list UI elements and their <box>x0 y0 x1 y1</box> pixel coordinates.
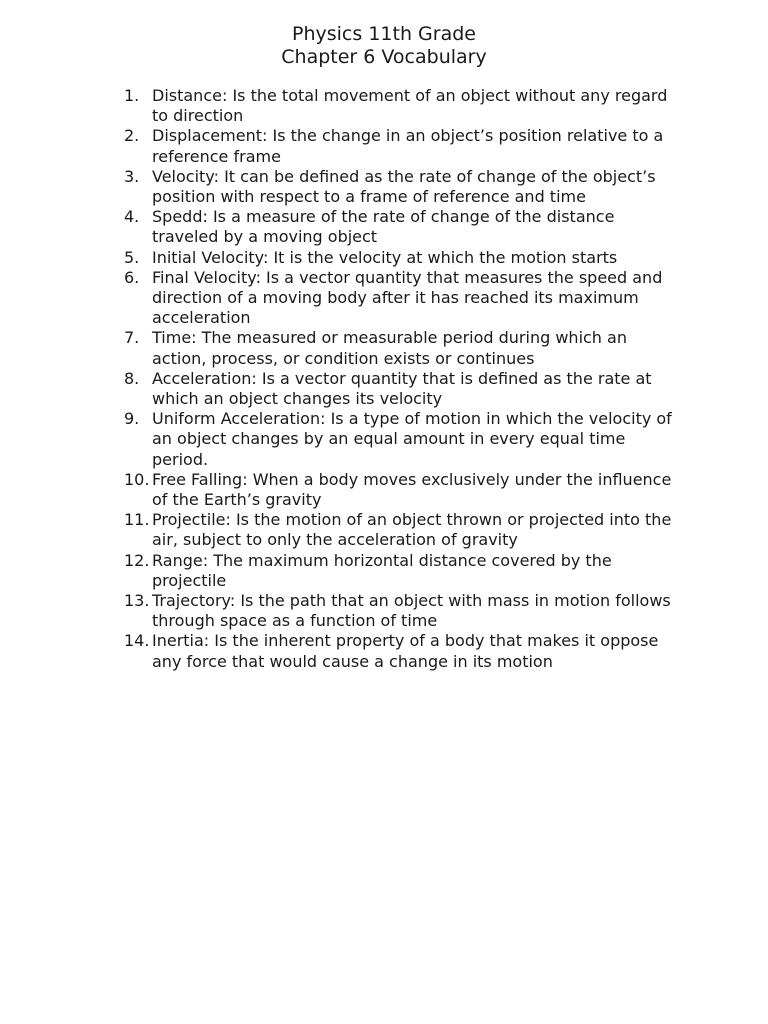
list-item <box>124 86 684 126</box>
item-number: 11. <box>124 510 150 530</box>
list-item <box>124 248 684 268</box>
list-item <box>124 409 684 470</box>
list-item <box>124 268 684 329</box>
item-text: Distance: Is the total movement of an object without any regard to direction <box>152 86 668 126</box>
list-item <box>124 591 684 631</box>
list-item <box>124 631 684 671</box>
item-text: Initial Velocity: It is the velocity at which the motion starts <box>152 247 618 267</box>
item-number: 8. <box>124 368 140 388</box>
item-text: Acceleration: Is a vector quantity that is defined as the rate at which an object changes its velocity <box>152 368 652 409</box>
item-number: 6. <box>124 267 140 287</box>
item-number: 7. <box>124 328 140 348</box>
vocabulary-list <box>124 86 684 672</box>
item-text: Projectile: Is the motion of an object thrown or projected into the air, subject to only the acceleration of gravity <box>152 510 672 550</box>
item-text: Final Velocity: Is a vector quantity that measures the speed and direction of a moving body after it has reached its maximum acceleration <box>152 267 663 328</box>
item-number: 13. <box>124 591 150 611</box>
list-item <box>124 207 684 247</box>
document-subtitle: Chapter 6 Vocabulary <box>281 46 487 68</box>
item-text: Trajectory: Is the path that an object with mass in motion follows through space as a function of time <box>152 591 671 631</box>
item-number: 9. <box>124 409 140 429</box>
item-text: Free Falling: When a body moves exclusively under the influence of the Earth’s gravity <box>152 469 672 510</box>
document-title: Physics 11th Grade <box>292 23 476 45</box>
item-text: Spedd: Is a measure of the rate of change of the distance traveled by a moving object <box>152 207 615 247</box>
list-item <box>124 551 684 591</box>
item-text: Velocity: It can be defined as the rate of change of the object’s position with respect to a frame of reference and time <box>152 166 656 207</box>
item-number: 1. <box>124 86 140 105</box>
item-text: Inertia: Is the inherent property of a body that makes it oppose any force that would cause a change in its motion <box>152 631 659 671</box>
item-text: Time: The measured or measurable period during which an action, process, or condition exists or continues <box>152 328 627 368</box>
list-item <box>124 126 684 166</box>
item-number: 4. <box>124 207 140 227</box>
list-item <box>124 510 684 550</box>
item-number: 10. <box>124 469 150 489</box>
item-text: Displacement: Is the change in an object’s position relative to a reference frame <box>152 126 664 166</box>
item-text: Uniform Acceleration: Is a type of motion in which the velocity of an object changes by an equal amount in every equal time period. <box>152 409 672 469</box>
list-item <box>124 167 684 207</box>
item-number: 12. <box>124 550 150 570</box>
list-item <box>124 369 684 409</box>
list-item <box>124 470 684 510</box>
item-text: Range: The maximum horizontal distance covered by the projectile <box>152 550 612 590</box>
item-number: 2. <box>124 126 140 146</box>
item-number: 5. <box>124 247 140 267</box>
item-number: 14. <box>124 631 150 651</box>
list-item <box>124 328 684 368</box>
item-number: 3. <box>124 166 140 186</box>
